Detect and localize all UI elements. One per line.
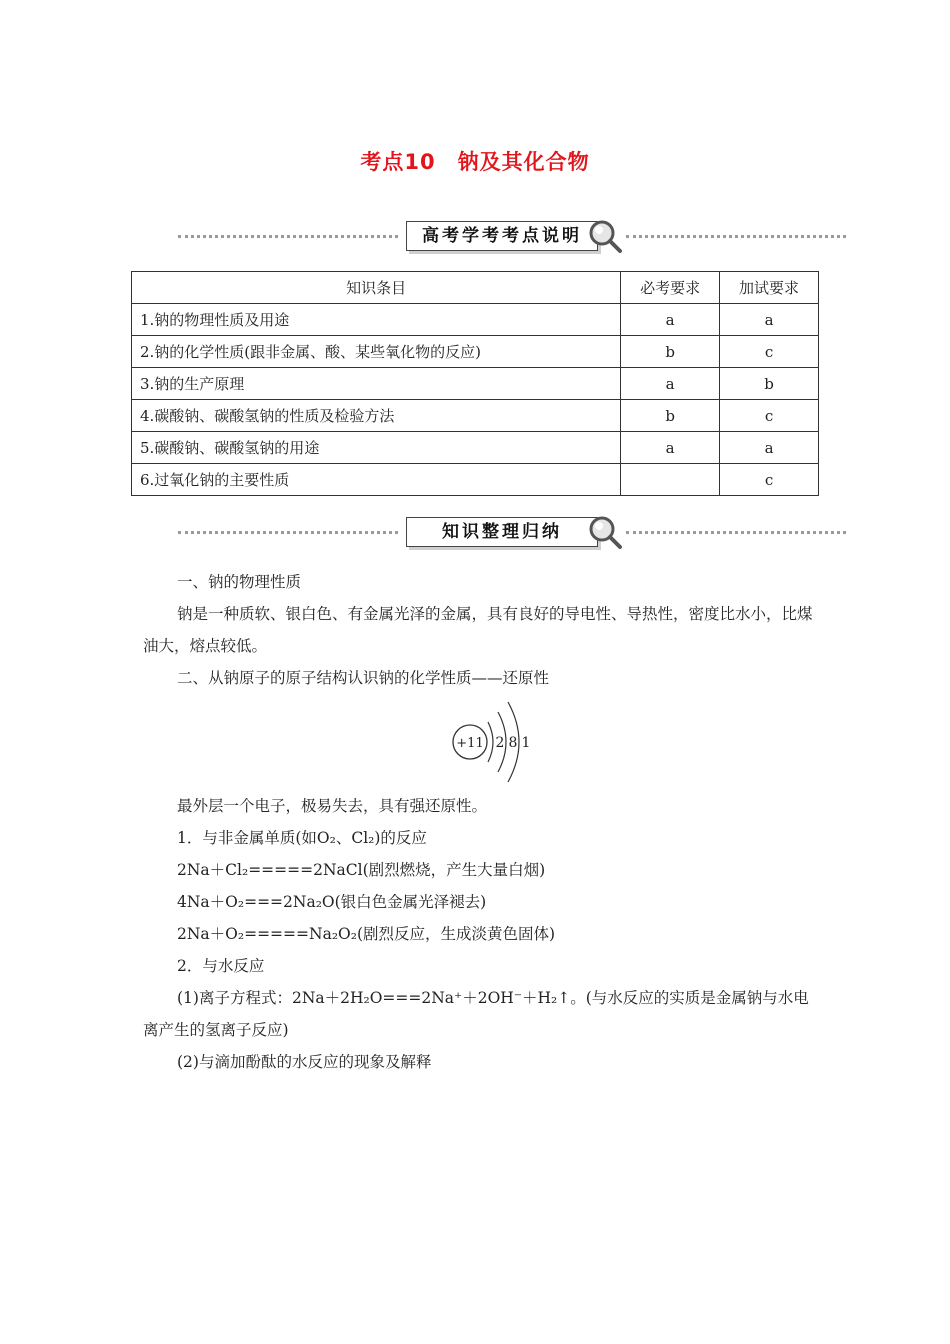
paragraph: 最外层一个电子，极易失去，具有强还原性。 [177,797,488,815]
banner-label: 高考学考考点说明 [406,221,598,251]
section-banner-knowledge [178,514,846,554]
subsection-heading: 1．与非金属单质(如O₂、Cl₂)的反应 [177,829,427,847]
page-title: 考点10 钠及其化合物 [360,150,590,174]
table-row [132,336,819,368]
subsection-heading: 2．与水反应 [177,957,265,975]
table-row [132,368,819,400]
knowledge-table [131,271,819,496]
column-header: 必考要求 [621,272,720,304]
equation-line: 4Na＋O₂===2Na₂O(银白色金属光泽褪去) [177,893,487,911]
section-heading: 一、钠的物理性质 [177,573,302,591]
nucleus-charge: +11 [456,736,484,751]
table-cell: c [720,336,819,368]
table-cell: a [621,432,720,464]
table-cell: 6.过氧化钠的主要性质 [132,464,621,496]
column-header: 加试要求 [720,272,819,304]
table-cell: c [720,464,819,496]
table-cell: a [720,304,819,336]
banner-label: 知识整理归纳 [406,517,598,547]
paragraph: (2)与滴加酚酞的水反应的现象及解释 [177,1053,432,1071]
dotted-divider [626,235,846,238]
table-row [132,464,819,496]
table-cell: a [720,432,819,464]
paragraph: 钠是一种质软、银白色、有金属光泽的金属，具有良好的导电性、导热性，密度比水小，比煤油大，熔点较低。 [143,605,813,655]
table-cell [621,464,720,496]
equation-line: 2Na＋Cl₂=====2NaCl(剧烈燃烧，产生大量白烟) [177,861,546,879]
electron-shell-arc [488,722,493,762]
shell-electron-count: 2 [495,735,505,751]
table-cell: b [621,400,720,432]
table-header-row [132,272,819,304]
table-cell: 1.钠的物理性质及用途 [132,304,621,336]
sodium-atom-structure-diagram [450,692,550,792]
table-row [132,400,819,432]
dotted-divider [178,531,398,534]
dotted-divider [178,235,398,238]
table-cell: b [621,336,720,368]
table-cell: a [621,304,720,336]
magnifier-icon [586,218,626,258]
section-heading: 二、从钠原子的原子结构认识钠的化学性质——还原性 [177,669,550,687]
table-cell: a [621,368,720,400]
paragraph: (1)离子方程式：2Na＋2H₂O===2Na⁺＋2OH⁻＋H₂↑。(与水反应的实质是金属钠与水电离产生的氢离子反应) [143,989,809,1039]
table-cell: 2.钠的化学性质(跟非金属、酸、某些氧化物的反应) [132,336,621,368]
column-header: 知识条目 [132,272,621,304]
table-row [132,432,819,464]
table-cell: 5.碳酸钠、碳酸氢钠的用途 [132,432,621,464]
section-banner-exam-notes [178,218,846,258]
magnifier-icon [586,514,626,554]
table-cell: 3.钠的生产原理 [132,368,621,400]
table-row [132,304,819,336]
dotted-divider [626,531,846,534]
shell-electron-count: 8 [508,735,518,751]
equation-line: 2Na＋O₂=====Na₂O₂(剧烈反应，生成淡黄色固体) [177,925,556,943]
table-cell: c [720,400,819,432]
table-cell: 4.碳酸钠、碳酸氢钠的性质及检验方法 [132,400,621,432]
shell-electron-count: 1 [521,735,531,751]
table-cell: b [720,368,819,400]
